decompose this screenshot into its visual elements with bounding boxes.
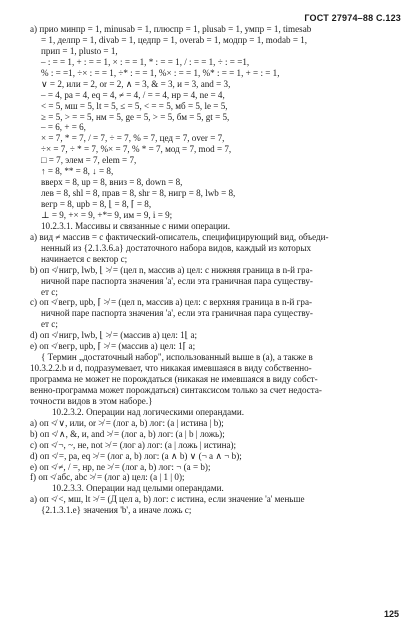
- line-39: c) оп ≮ ¬, ~, не, not ≯ = (лог a) лог: (a | ложь | истина);: [30, 439, 237, 450]
- line-3: прип = 1, plusto = 1,: [41, 45, 118, 56]
- line-42: f) оп ≮ абс, abc ≯ = (лог a) цел: (a | 1 | 0);: [30, 472, 185, 483]
- line-10: – = 6, + = 6,: [41, 122, 86, 133]
- line-20: a) вид ≠ массив = с фактический-описатель, специфицирующий вид, объеди-: [30, 231, 329, 242]
- line-12: ÷× = 7, ÷ * = 7, %× = 7, % * = 7, мод = 7, mod = 7,: [41, 144, 232, 155]
- line-29: d) оп ≮ нигр, lwb, ⌊ ≯ = (массив a) цел: 1⌊ a;: [30, 330, 198, 341]
- line-34: венно-программа может порождаться) синтаксисом только за счет недоста-: [30, 384, 322, 395]
- line-13: □ = 7, элем = 7, elem = 7,: [41, 155, 137, 166]
- line-28: ет с;: [41, 319, 58, 330]
- line-27: ничной паре паспорта значения 'a', если эта граничная пара существу-: [41, 308, 313, 319]
- section-heading-10-2-3-2: 10.2.3.2. Операции над логическими операндами.: [52, 406, 245, 417]
- line-5: % : = =1, ÷× : = = 1, ÷* : = = 1, %× : = = 1, %* : = = 1, + = : = 1,: [41, 67, 280, 78]
- line-26: c) оп ≮ вегр, upb, ⌈ ≯ = (цел n, массив a) цел: с верхняя граница в n-й гра-: [30, 297, 313, 308]
- line-24: ничной паре паспорта значения 'a', если эта граничная пара существу-: [41, 275, 313, 286]
- line-21: ненный из {2.1.3.6.a} достаточного набора видов, каждый из которых: [41, 242, 312, 253]
- line-41: e) оп ≮ ≠, / =, нр, ne ≯ = (лог a, b) лог: ¬ (a = b);: [30, 461, 211, 472]
- page-body: [30, 24, 402, 516]
- line-4: – : = = 1, + : = = 1, × : = = 1, * : = = 1, / : = = 1, ÷ : = =1,: [41, 56, 250, 67]
- line-44: a) оп ≮ <, мш, lt ≯ = (Д цел a, b) лог: с истина, если значение 'a' меньше: [30, 494, 305, 505]
- line-31: { Термин „достаточный набор", использованный выше в (a), а также в: [41, 352, 313, 363]
- line-30: e) оп ≮ вегр, upb, ⌈ ≯ = (массив a) цел: 1⌈ a;: [30, 341, 196, 352]
- line-14: ↑ = 8, ** = 8, ↓ = 8,: [41, 166, 114, 177]
- line-15: вверх = 8, up = 8, вниз = 8, down = 8,: [41, 177, 183, 188]
- page-number: 125: [383, 609, 399, 619]
- line-7: – = 4, ра = 4, eq = 4, ≠ = 4, / = = 4, нр = 4, ne = 4,: [41, 89, 225, 100]
- line-32: 10.3.2.2.b и d, подразумевает, что никакая имевшаяся в виду собственно-: [30, 363, 312, 374]
- line-16: лев = 8, shl = 8, прав = 8, shr = 8, нигр = 8, lwb = 8,: [41, 188, 236, 199]
- line-2: = 1, делпр = 1, divab = 1, цедпр = 1, overab = 1, модпр = 1, modab = 1,: [41, 34, 308, 45]
- line-22: начинается с вектор с;: [41, 253, 128, 264]
- line-17: вегр = 8, upb = 8, ⌊ = 8, ⌈ = 8,: [41, 199, 152, 209]
- line-18: ⊥ = 9, +× = 9, +*= 9, им = 9, i = 9;: [41, 209, 173, 220]
- line-25: ет с;: [41, 286, 58, 297]
- line-6: ∨ = 2, или = 2, or = 2, ∧ = 3, & = 3, и = 3, and = 3,: [41, 78, 231, 89]
- line-40: d) оп ≮ =, ра, eq ≯ = (лог a, b) лог: (a ∧ b) ∨ (¬ a ∧ ¬ b);: [30, 450, 242, 461]
- section-heading-10-2-3-3: 10.2.3.3. Операции над целыми операндами.: [52, 483, 224, 494]
- section-heading-10-2-3-1: 10.2.3.1. Массивы и связанные с ними операции.: [41, 220, 230, 231]
- line-8: < = 5, мш = 5, lt = 5, ≤ = 5, < = = 5, мб = 5, le = 5,: [41, 100, 228, 111]
- line-38: b) оп ≮ ∧, &, и, and ≯ = (лог a, b) лог: (a | b | ложь);: [30, 428, 225, 439]
- line-37: a) оп ≮ ∨, или, or ≯ = (лог a, b) лог: (a | истина | b);: [30, 417, 224, 428]
- line-11: × = 7, * = 7, / = 7, ÷ = 7, % = 7, цед = 7, over = 7,: [41, 133, 225, 144]
- line-35: точности видов в этом наборе.}: [30, 395, 153, 406]
- line-45: {2.1.3.1.e} значения 'b', а иначе ложь с;: [41, 505, 192, 516]
- running-head: ГОСТ 27974–88 С.123: [304, 13, 401, 23]
- line-33: программа не может не порождаться (никакая не имевшаяся в виду собст-: [30, 374, 318, 384]
- line-23: b) оп ≮ нигр, lwb, ⌊ ≯ = (цел n, массив a) цел: с нижняя граница в n-й гра-: [30, 264, 313, 275]
- line-1: a) прио минпр = 1, minusab = 1, плюспр = 1, plusab = 1, умпр = 1, timesab: [30, 24, 312, 34]
- line-9: ≥ = 5, > = = 5, нм = 5, ge = 5, > = 5, бм = 5, gt = 5,: [41, 111, 230, 122]
